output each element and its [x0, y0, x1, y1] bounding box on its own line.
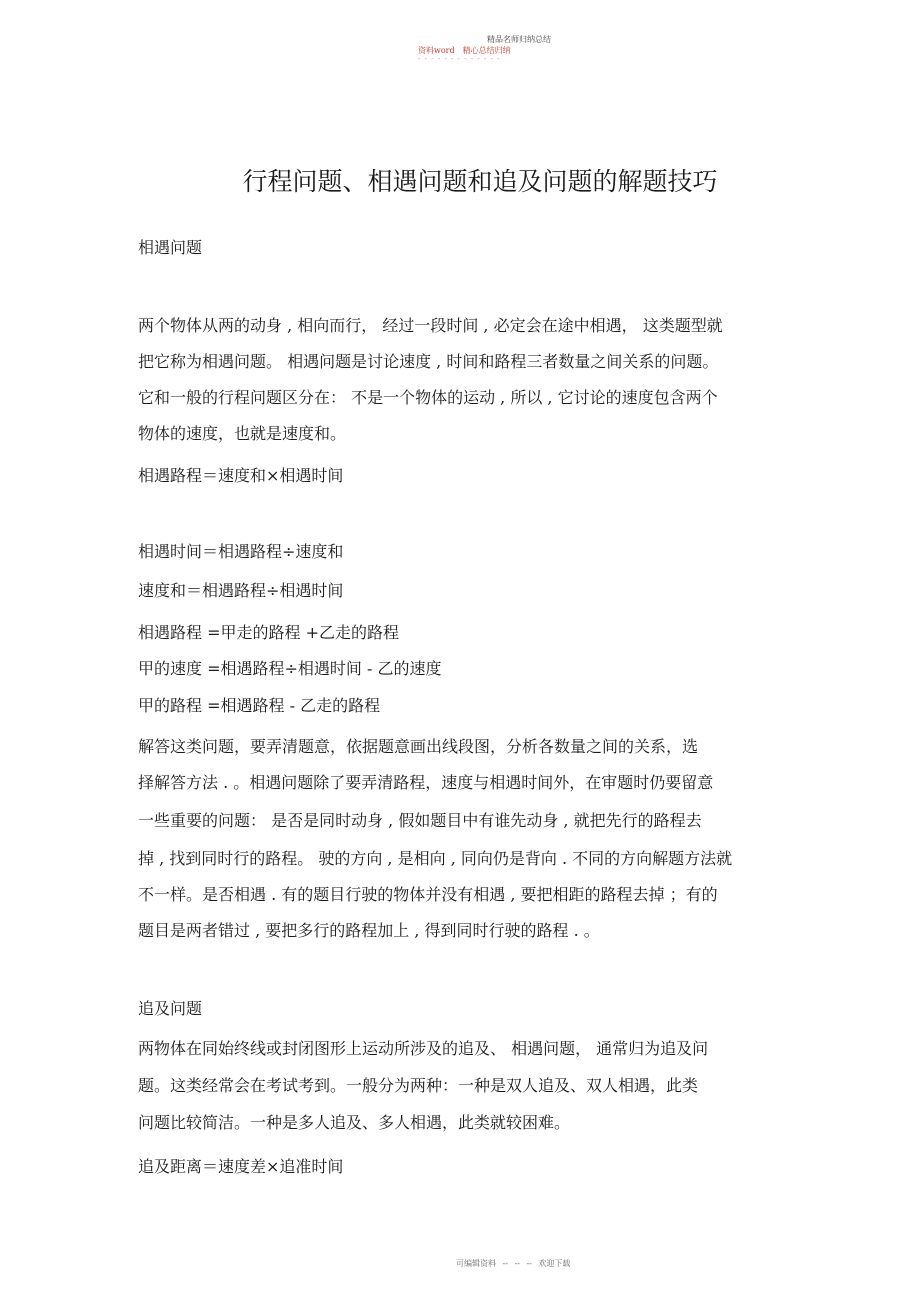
header-red-left: 资料word — [418, 46, 455, 55]
meet-paragraph-line-3: 它和一般的行程问题区分在： 不是一个物体的运动 , 所以 , 它讨论的速度包含两个 — [138, 388, 718, 407]
formula-meet-distance: 相遇路程＝速度和×相遇时间 — [138, 466, 344, 485]
solve-paragraph-line-1: 解答这类问题，要弄清题意，依据题意画出线段图，分析各数量之间的关系，选 — [138, 737, 699, 756]
chase-paragraph-line-1: 两物体在同始终线或封闭图形上运动所涉及的追及、 相遇问题， 通常归为追及问 — [138, 1039, 709, 1058]
chase-paragraph-line-3: 问题比较简洁。一种是多人追及、多人相遇，此类就较困难。 — [138, 1113, 571, 1132]
solve-paragraph-line-2: 择解答方法 . 。相遇问题除了要弄清路程，速度与相遇时间外，在审题时仍要留意 — [138, 773, 714, 792]
formula-speed-a: 甲的速度 =相遇路程÷相遇时间 - 乙的速度 — [138, 659, 442, 678]
formula-meet-time: 相遇时间＝相遇路程÷速度和 — [138, 542, 344, 561]
solve-paragraph-line-4: 掉 , 找到同时行的路程。 驶的方向 , 是相向 , 同向仍是背向 . 不同的方向解题方法就 — [138, 849, 733, 868]
formula-distance-sum: 相遇路程 =甲走的路程 +乙走的路程 — [138, 623, 399, 642]
meet-paragraph-line-4: 物体的速度，也就是速度和。 — [138, 424, 347, 443]
header-dash-line: - - - - - - - - - - - - - — [418, 55, 501, 63]
formula-chase-distance: 追及距离＝速度差×追准时间 — [138, 1157, 344, 1176]
meet-paragraph-line-2: 把它称为相遇问题。 相遇问题是讨论速度 , 时间和路程三者数量之间关系的问题。 — [138, 352, 719, 371]
solve-paragraph-line-5: 不一样。是否相遇 . 有的题目行驶的物体并没有相遇 , 要把相距的路程去掉 ；有的 — [138, 885, 718, 904]
formula-speed-sum: 速度和＝相遇路程÷相遇时间 — [138, 581, 344, 600]
chase-paragraph-line-2: 题。这类经常会在考试考到。一般分为两种：一种是双人追及、双人相遇，此类 — [138, 1076, 699, 1095]
document-title: 行程问题、相遇问题和追及问题的解题技巧 — [242, 167, 718, 196]
solve-paragraph-line-6: 题目是两者错过 , 要把多行的路程加上 , 得到同时行驶的路程 . 。 — [138, 921, 600, 940]
header-red-right: 精心总结归纳 — [462, 46, 511, 55]
section-heading-meet: 相遇问题 — [138, 238, 203, 257]
meet-paragraph-line-1: 两个物体从两的动身 , 相向而行， 经过一段时间 , 必定会在途中相遇， 这类题型就 — [138, 316, 723, 335]
header-watermark-text: 精品名师归纳总结 — [487, 35, 551, 44]
formula-distance-a: 甲的路程 =相遇路程 - 乙走的路程 — [138, 696, 381, 715]
footer-text: 可编辑资料 -- -- -- 欢迎下载 — [456, 1259, 571, 1268]
solve-paragraph-line-3: 一些重要的问题： 是否是同时动身 , 假如题目中有谁先动身 , 就把先行的路程去 — [138, 811, 702, 830]
section-heading-chase: 追及问题 — [138, 999, 203, 1018]
